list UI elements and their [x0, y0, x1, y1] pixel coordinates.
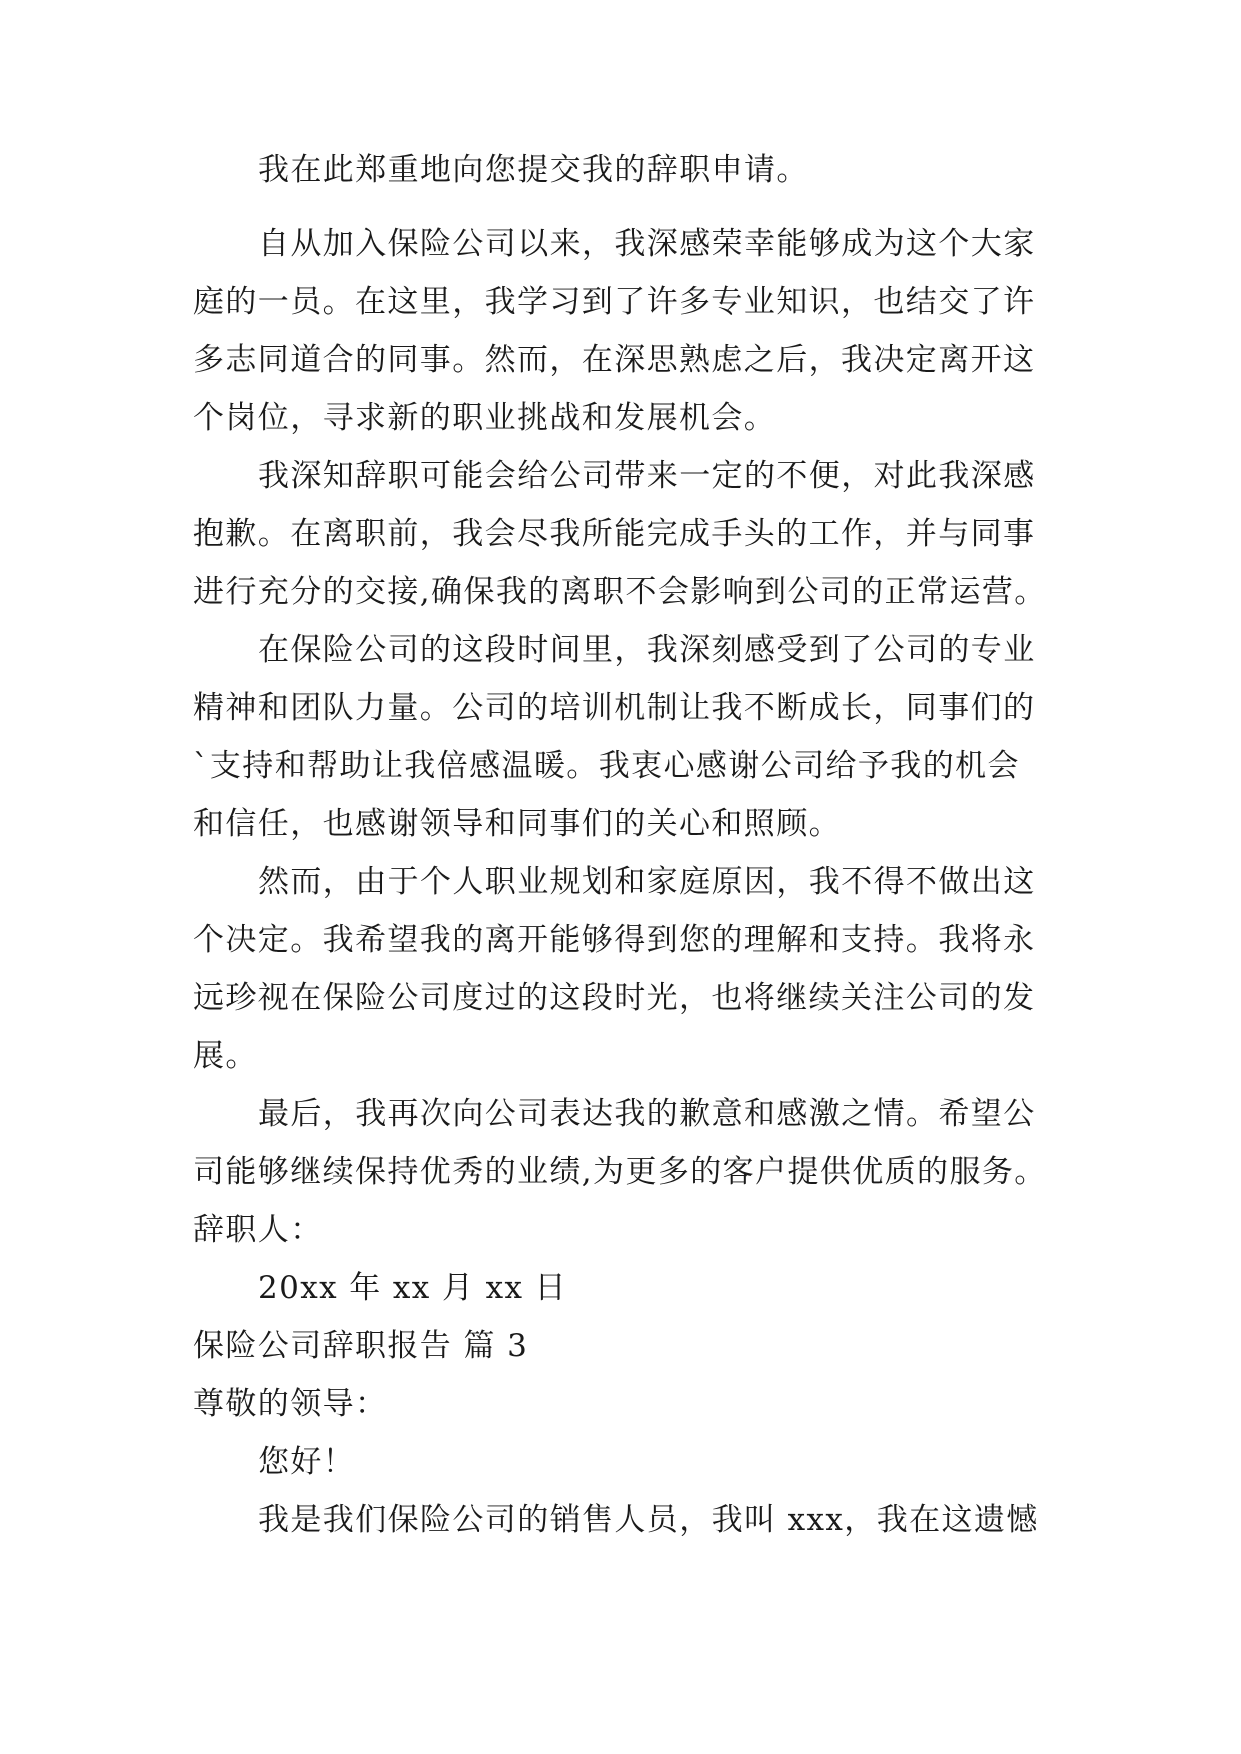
- text-line: 庭的一员。在这里，我学习到了许多专业知识，也结交了许: [193, 284, 1036, 320]
- text-line: 进行充分的交接,确保我的离职不会影响到公司的正常运营。: [193, 574, 1047, 610]
- text-line: 抱歉。在离职前，我会尽我所能完成手头的工作，并与同事: [193, 516, 1036, 552]
- date-line: 20xx 年 xx 月 xx 日: [258, 1270, 568, 1306]
- text-line: 在保险公司的这段时间里，我深刻感受到了公司的专业: [258, 632, 1036, 668]
- greeting: 您好！: [258, 1444, 356, 1480]
- text-line: 精神和团队力量。公司的培训机制让我不断成长，同事们的: [193, 690, 1036, 726]
- text-line: 然而，由于个人职业规划和家庭原因，我不得不做出这: [258, 864, 1036, 900]
- signature-label: 辞职人：: [193, 1212, 323, 1248]
- section-heading: 保险公司辞职报告 篇 3: [193, 1328, 529, 1364]
- text-line: 我深知辞职可能会给公司带来一定的不便，对此我深感: [258, 458, 1036, 494]
- text-line: 个岗位，寻求新的职业挑战和发展机会。: [193, 400, 777, 436]
- text-line: 个决定。我希望我的离开能够得到您的理解和支持。我将永: [193, 922, 1036, 958]
- text-line: 我是我们保险公司的销售人员，我叫 xxx，我在这遗憾: [258, 1502, 1039, 1538]
- salutation: 尊敬的领导：: [193, 1386, 388, 1422]
- text-line: 司能够继续保持优秀的业绩,为更多的客户提供优质的服务。: [193, 1154, 1047, 1190]
- text-line: 我在此郑重地向您提交我的辞职申请。: [258, 152, 809, 188]
- text-line: 和信任，也感谢领导和同事们的关心和照顾。: [193, 806, 841, 842]
- text-line: `支持和帮助让我倍感温暖。我衷心感谢公司给予我的机会: [193, 748, 1020, 784]
- text-line: 展。: [193, 1038, 258, 1074]
- text-line: 多志同道合的同事。然而，在深思熟虑之后，我决定离开这: [193, 342, 1036, 378]
- text-line: 自从加入保险公司以来，我深感荣幸能够成为这个大家: [258, 226, 1036, 262]
- text-line: 最后，我再次向公司表达我的歉意和感激之情。希望公: [258, 1096, 1036, 1132]
- text-line: 远珍视在保险公司度过的这段时光，也将继续关注公司的发: [193, 980, 1036, 1016]
